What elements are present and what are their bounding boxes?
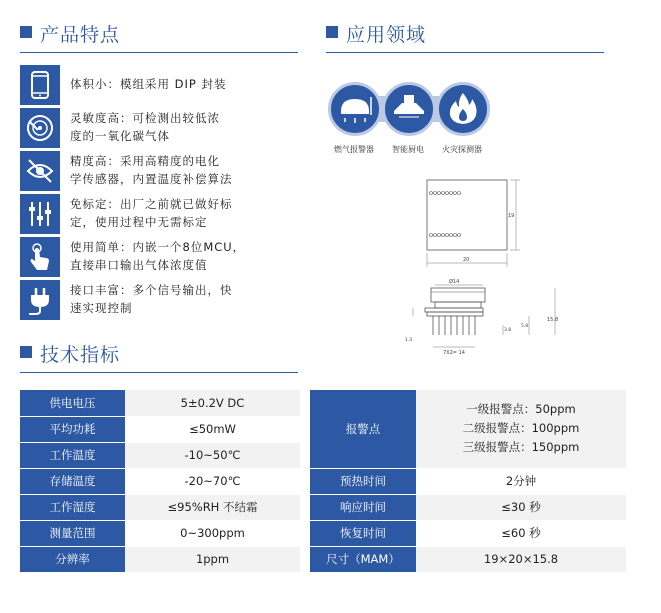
features-title: 产品特点 xyxy=(40,24,121,46)
table-row xyxy=(310,390,626,468)
alarm-level: 一级报警点：50ppm xyxy=(466,402,576,417)
spec-key: 恢复时间 xyxy=(310,520,416,546)
feature-text xyxy=(70,76,227,94)
feature-line: 精度高：采用高精度的电化 xyxy=(70,154,220,168)
app-label: 燃气报警器 xyxy=(334,145,374,154)
feature-text xyxy=(70,239,245,274)
alarm-level: 二级报警点：100ppm xyxy=(462,421,580,436)
dimension-drawing xyxy=(405,175,565,385)
feature-item xyxy=(20,151,300,193)
feature-line: 直接串口输出气体浓度值 xyxy=(70,257,208,272)
table-row xyxy=(310,468,626,494)
feature-item xyxy=(20,280,300,322)
touch-icon xyxy=(20,237,60,277)
phone-icon xyxy=(20,65,60,105)
range-hood-icon xyxy=(382,82,436,136)
feature-line: 学传感器，内置温度补偿算法 xyxy=(70,171,233,186)
dimension-drawing-svg xyxy=(405,175,565,385)
plug-icon xyxy=(20,280,60,320)
spec-value: 1ppm xyxy=(125,546,300,572)
table-row xyxy=(20,494,300,520)
spec-key: 存储温度 xyxy=(20,468,125,494)
spec-key: 工作湿度 xyxy=(20,494,125,520)
spec-value: ≤30 秒 xyxy=(416,494,626,520)
applications-heading xyxy=(326,20,526,46)
spec-value: ≤95%RH 不结霜 xyxy=(125,494,300,520)
spec-key: 平均功耗 xyxy=(20,416,125,442)
feature-line: 灵敏度高：可检测出较低浓 xyxy=(70,111,220,125)
table-row xyxy=(20,442,300,468)
specs-right-table xyxy=(310,390,626,573)
dim-pin-span: 7X2= 14 xyxy=(443,350,465,356)
fire-icon xyxy=(436,82,490,136)
spec-value: 19×20×15.8 xyxy=(416,546,626,572)
app-label: 火灾探测器 xyxy=(442,145,482,154)
spec-value: ≤60 秒 xyxy=(416,520,626,546)
table-row xyxy=(20,520,300,546)
dim-pin-pitch: 3.8 xyxy=(504,328,512,333)
spec-value: 2分钟 xyxy=(416,468,626,494)
feature-item xyxy=(20,237,300,279)
dim-pin-length: 5.8 xyxy=(521,324,529,329)
dim-diameter: Ø14 xyxy=(449,279,460,285)
feature-text xyxy=(70,282,233,317)
spec-key: 供电电压 xyxy=(20,390,125,416)
specs-title: 技术指标 xyxy=(40,344,121,366)
feature-item xyxy=(20,194,300,236)
spec-key: 报警点 xyxy=(310,390,416,468)
features-heading xyxy=(20,20,220,46)
heading-square xyxy=(20,26,32,38)
applications-title: 应用领域 xyxy=(346,24,427,46)
table-row xyxy=(20,546,300,572)
feature-text xyxy=(70,110,220,145)
feature-line: 使用简单：内嵌一个8位MCU， xyxy=(70,240,246,254)
heading-square xyxy=(326,26,338,38)
spec-value: 0~300ppm xyxy=(125,520,300,546)
feature-line: 速实现控制 xyxy=(70,300,133,315)
table-row xyxy=(20,390,300,416)
gas-alarm-icon xyxy=(328,82,382,136)
applications-row xyxy=(328,82,490,152)
dim-base: 1.3 xyxy=(405,338,413,343)
dim-height: 19 xyxy=(508,213,515,219)
features-divider xyxy=(20,52,298,53)
sensor-icon xyxy=(20,108,60,148)
feature-line: 接口丰富：多个信号输出，快 xyxy=(70,283,233,297)
alarm-values xyxy=(416,390,626,468)
spec-key: 尺寸（MAM） xyxy=(310,546,416,572)
table-row xyxy=(310,494,626,520)
sliders-icon xyxy=(20,194,60,234)
specs-heading xyxy=(20,340,220,366)
spec-key: 预热时间 xyxy=(310,468,416,494)
precision-icon xyxy=(20,151,60,191)
feature-text xyxy=(70,153,233,188)
spec-key: 工作温度 xyxy=(20,442,125,468)
feature-line: 体积小：模组采用 DIP 封装 xyxy=(70,77,227,91)
spec-value: -10~50℃ xyxy=(125,442,300,468)
table-row xyxy=(20,416,300,442)
alarm-level: 三级报警点：150ppm xyxy=(462,440,580,455)
dim-total-height: 15.8 xyxy=(547,317,559,323)
feature-line: 定，使用过程中无需标定 xyxy=(70,214,208,229)
spec-value: -20~70℃ xyxy=(125,468,300,494)
feature-item xyxy=(20,108,300,150)
specs-left-table xyxy=(20,390,300,573)
heading-square xyxy=(20,346,32,358)
feature-line: 免标定：出厂之前就已做好标 xyxy=(70,197,233,211)
spec-key: 测量范围 xyxy=(20,520,125,546)
applications-divider xyxy=(326,52,604,53)
spec-key: 响应时间 xyxy=(310,494,416,520)
app-label: 智能厨电 xyxy=(392,145,424,154)
spec-key: 分辨率 xyxy=(20,546,125,572)
feature-item xyxy=(20,65,300,107)
table-row xyxy=(310,546,626,572)
dim-width: 20 xyxy=(463,257,470,263)
table-row xyxy=(20,468,300,494)
table-row xyxy=(310,520,626,546)
specs-divider xyxy=(20,372,298,373)
feature-line: 度的一氧化碳气体 xyxy=(70,128,170,143)
feature-text xyxy=(70,196,233,231)
spec-value: 5±0.2V DC xyxy=(125,390,300,416)
spec-value: ≤50mW xyxy=(125,416,300,442)
